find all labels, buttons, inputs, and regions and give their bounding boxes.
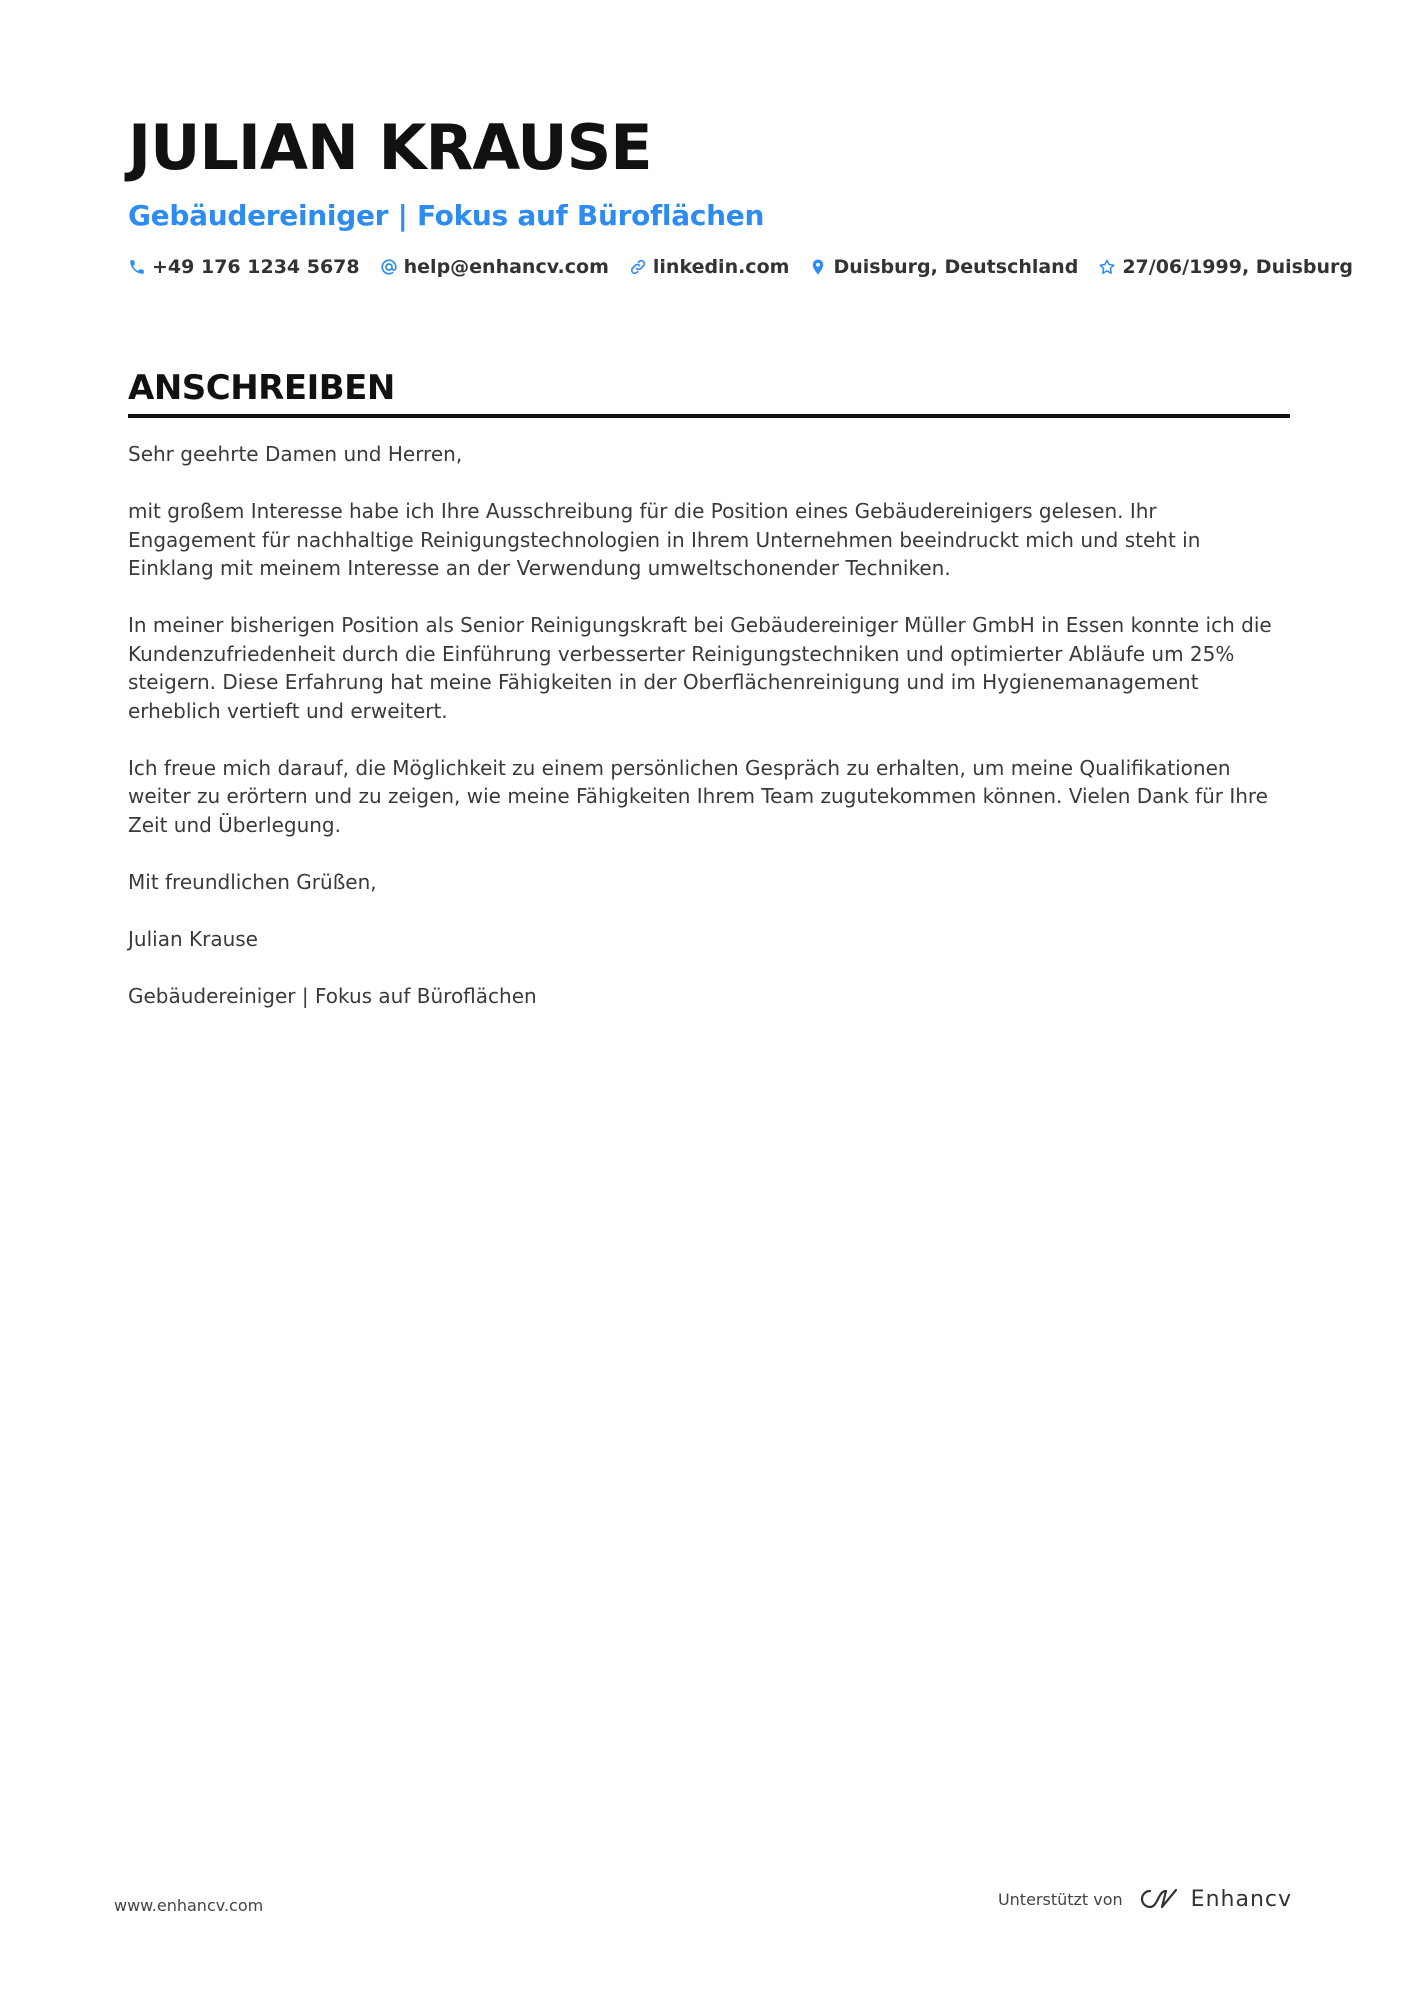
brand-name: Enhancv [1190,1886,1292,1912]
footer-website-link[interactable]: www.enhancv.com [114,1896,264,1915]
signature-name: Julian Krause [128,926,258,951]
contact-email[interactable] [380,256,609,278]
applicant-name: JULIAN KRAUSE [128,111,652,184]
at-icon [380,258,398,276]
cover-letter-section [128,366,1290,1039]
enhancv-logo-icon [1135,1886,1181,1912]
header [128,108,1354,278]
contact-location [809,256,1078,278]
letter-body [128,440,1290,1010]
letter-paragraph: In meiner bisherigen Position als Senior Reinigungskraft bei Gebäudereiniger Müller GmbH in Essen konnte ich die Kundenzufriedenheit durch die Einführung verbesserter Reinigungstechniken und optimierter Abläufe um 25% steigern. Diese Erfahrung hat meine Fähigkeiten in der Oberflächenreinigung und im Hygienemanagement erheblich vertieft und erweitert. [128,613,1272,723]
contact-phone[interactable] [128,256,360,278]
letter-paragraph: mit großem Interesse habe ich Ihre Ausschreibung für die Position eines Gebäudereinigers gelesen. Ihr Engagement für nachhaltige Reinigungstechnologien in Ihrem Unternehmen beeindruckt mich und steht in Einklang mit meinem Interesse an der Verwendung umweltschonender Techniken. [128,499,1201,580]
contact-phone-text: +49 176 1234 5678 [152,256,360,278]
star-icon [1098,258,1116,276]
contact-location-text: Duisburg, Deutschland [833,256,1079,278]
section-divider [128,414,1290,418]
powered-by-label: Unterstützt von [997,1889,1123,1909]
letter-paragraph: Ich freue mich darauf, die Möglichkeit zu einem persönlichen Gespräch zu erhalten, um meine Qualifikationen weiter zu erörtern und zu zeigen, wie meine Fähigkeiten Ihrem Team zugutekommen können. Vielen Dank für Ihre Zeit und Überlegung. [128,755,1268,837]
letter-closing: Mit freundlichen Grüßen, [128,869,377,894]
letter-salutation: Sehr geehrte Damen und Herren, [128,442,463,466]
contact-email-text: help@enhancv.com [403,256,609,278]
footer-powered-by[interactable] [998,1886,1292,1912]
contact-birth [1098,256,1353,278]
enhancv-logo [1135,1886,1292,1912]
phone-icon [128,258,146,276]
link-icon [629,258,647,276]
contact-linkedin-text: linkedin.com [652,256,790,278]
contact-linkedin[interactable] [629,256,790,278]
location-pin-icon [809,258,827,276]
signature-title: Gebäudereiniger | Fokus auf Büroflächen [128,983,537,1008]
contact-birth-text: 27/06/1999, Duisburg [1122,256,1354,278]
section-title: ANSCHREIBEN [128,368,395,408]
contact-bar [128,256,1354,278]
applicant-title: Gebäudereiniger | Fokus auf Büroflächen [128,199,765,232]
